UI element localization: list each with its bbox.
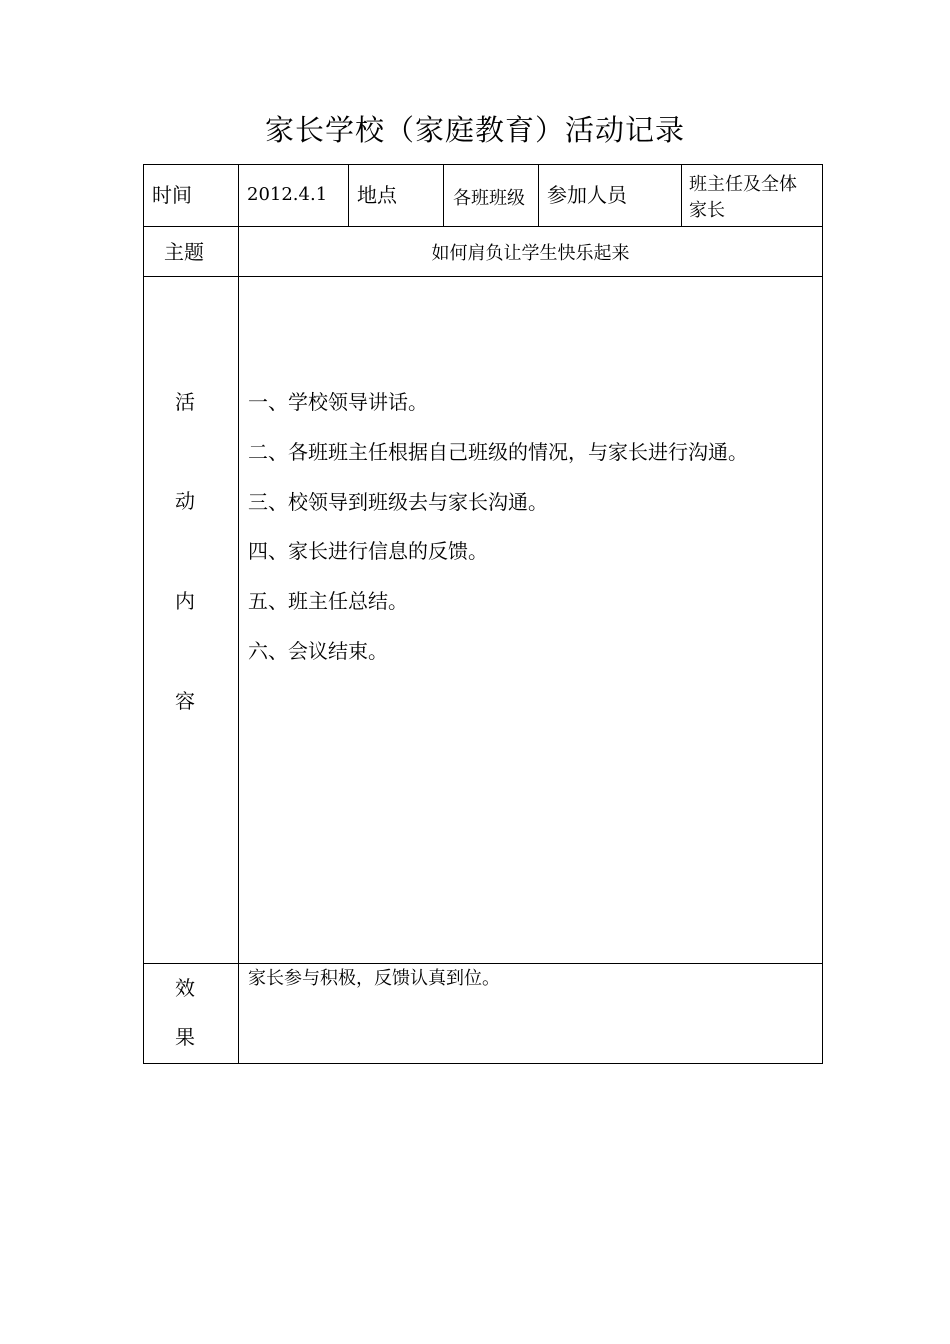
row-divider-topic — [143, 276, 823, 277]
page-title: 家长学校（家庭教育）活动记录 — [264, 113, 685, 147]
activity-item: 五、班主任总结。 — [248, 589, 408, 613]
col-divider-place-value — [538, 164, 539, 226]
col-divider-time-value — [348, 164, 349, 226]
effect-label-char: 效 — [175, 976, 195, 1000]
participants-value-line1: 班主任及全体 — [689, 174, 797, 195]
topic-label: 主题 — [164, 240, 204, 264]
activity-item: 一、学校领导讲话。 — [248, 390, 428, 414]
activity-label-char: 容 — [175, 689, 195, 713]
col-divider-label — [238, 164, 239, 1064]
activity-item: 四、家长进行信息的反馈。 — [248, 539, 488, 563]
time-value: 2012.4.1 — [247, 184, 328, 205]
participants-label: 参加人员 — [547, 183, 627, 207]
activity-item: 二、各班班主任根据自己班级的情况，与家长进行沟通。 — [248, 440, 748, 464]
effect-label-char: 果 — [175, 1025, 195, 1049]
time-label: 时间 — [152, 183, 192, 207]
place-label: 地点 — [357, 183, 397, 207]
activity-item: 六、会议结束。 — [248, 639, 388, 663]
col-divider-place-label — [443, 164, 444, 226]
col-divider-participants-label — [681, 164, 682, 226]
activity-label-char: 活 — [175, 390, 195, 414]
activity-label-char: 动 — [175, 489, 195, 513]
activity-item: 三、校领导到班级去与家长沟通。 — [248, 490, 548, 514]
record-table — [143, 164, 823, 1064]
activity-label-char: 内 — [175, 589, 195, 613]
effect-value: 家长参与积极，反馈认真到位。 — [248, 968, 500, 989]
place-value: 各班班级 — [453, 188, 525, 209]
row-divider-header — [143, 226, 823, 227]
topic-value: 如何肩负让学生快乐起来 — [431, 243, 630, 264]
participants-value-line2: 家长 — [689, 200, 725, 221]
